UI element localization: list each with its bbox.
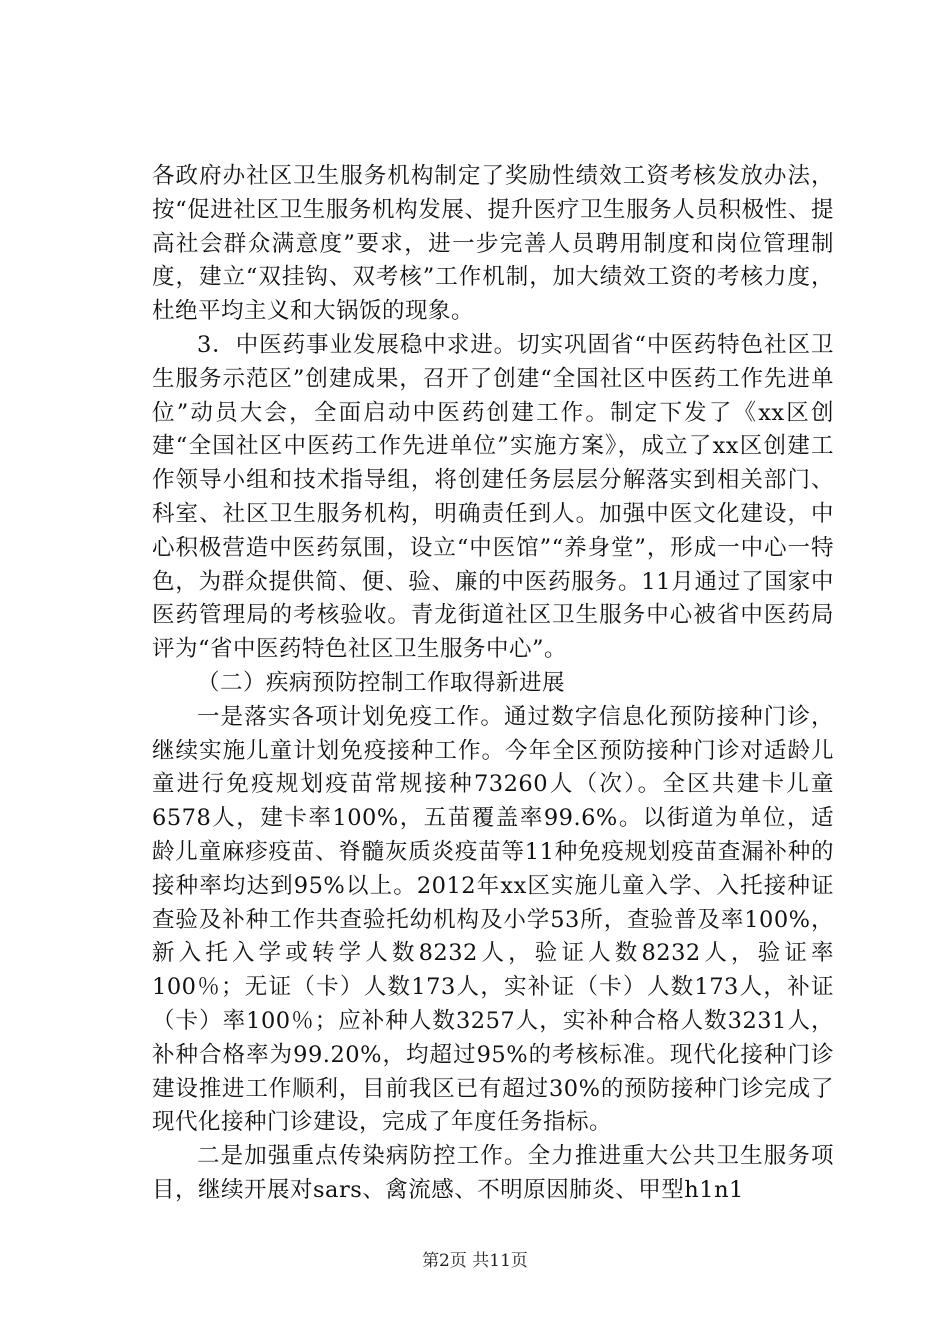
document-body [152, 160, 834, 1208]
section-heading-disease-prevention: （二）疾病预防控制工作取得新进展 [197, 669, 566, 696]
paragraph-performance-salary: 各政府办社区卫生服务机构制定了奖励性绩效工资考核发放办法，按“促进社区卫生服务机构发展、提升医疗卫生服务人员积极性、提高社会群众满意度”要求，进一步完善人员聘用制度和岗位管理制度，建立“双挂钩、双考核”工作机制，加大绩效工资的考核力度，杜绝平均主义和大锅饭的现象。 [152, 163, 834, 325]
paragraph-immunization: 一是落实各项计划免疫工作。通过数字信息化预防接种门诊，继续实施儿童计划免疫接种工作。今年全区预防接种门诊对适龄儿童进行免疫规划疫苗常规接种73260人（次）。全区共建卡儿童6578人，建卡率100%，五苗覆盖率99.6%。以街道为单位，适龄儿童麻疹疫苗、脊髓灰质炎疫苗等11种免疫规划疫苗查漏补种的接种率均达到95%以上。2012年xx区实施儿童入学、入托接种证查验及补种工作共查验托幼机构及小学53所，查验普及率100%，新入托入学或转学人数8232人，验证人数8232人，验证率100％；无证（卡）人数173人，实补证（卡）人数173人，补证（卡）率100％；应补种人数3257人，实补种合格人数3231人，补种合格率为99.20%，均超过95%的考核标准。现代化接种门诊建设推进工作顺利，目前我区已有超过30%的预防接种门诊完成了现代化接种门诊建设，完成了年度任务指标。 [152, 703, 834, 1136]
paragraph-tcm-development: 3．中医药事业发展稳中求进。切实巩固省“中医药特色社区卫生服务示范区”创建成果，召开了创建“全国社区中医药工作先进单位”动员大会，全面启动中医药创建工作。制定下发了《xx区创建“全国社区中医药工作先进单位”实施方案》，成立了xx区创建工作领导小组和技术指导组，将创建任务层层分解落实到相关部门、科室、社区卫生服务机构，明确责任到人。加强中医文化建设，中心积极营造中医药氛围，设立“中医馆”“养身堂”，形成一中心一特色，为群众提供简、便、验、廉的中医药服务。11月通过了国家中医药管理局的考核验收。青龙街道社区卫生服务中心被省中医药局评为“省中医药特色社区卫生服务中心”。 [152, 331, 834, 663]
page-footer: 第2页 共11页 [422, 1251, 528, 1271]
paragraph-infectious-disease: 二是加强重点传染病防控工作。全力推进重大公共卫生服务项目，继续开展对sars、禽流感、不明原因肺炎、甲型h1n1 [152, 1143, 834, 1203]
